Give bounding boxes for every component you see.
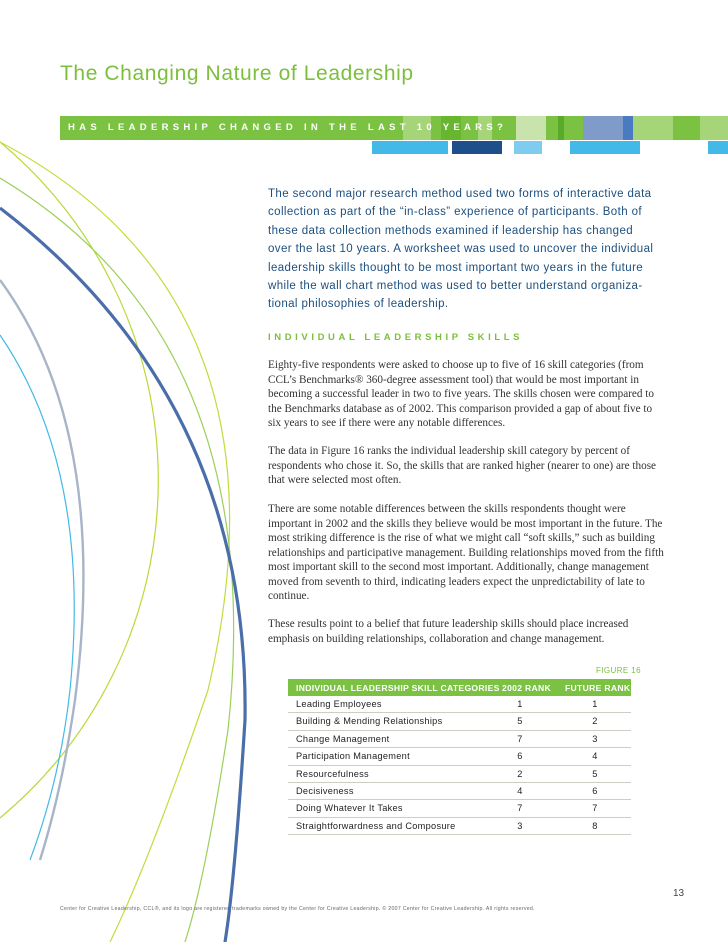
arc-green: [0, 178, 234, 942]
table-row: [288, 696, 631, 713]
row-future-rank: 7: [592, 803, 598, 814]
arc-navy: [0, 208, 245, 942]
row-future-rank: 2: [592, 716, 598, 727]
row-skill: Straightforwardness and Composure: [296, 820, 456, 831]
body-paragraph: [268, 502, 664, 604]
row-future-rank: 4: [592, 751, 598, 762]
body-paragraph: [268, 617, 664, 646]
body-paragraph: [268, 444, 664, 488]
arc-gray: [0, 280, 83, 860]
row-2002-rank: 4: [517, 785, 523, 796]
banner-lower-stripe: [514, 141, 542, 154]
row-skill: Participation Management: [296, 751, 410, 762]
banner-stripe: [583, 116, 623, 140]
row-skill: Resourcefulness: [296, 768, 369, 779]
row-2002-rank: 2: [517, 768, 523, 779]
table-row: [288, 783, 631, 800]
table-header: [288, 679, 631, 696]
footer-copyright: Center for Creative Leadership, CCL®, and its logo are registered trademarks owned by the Center for Creative Leadership. © 2007 Center for Creative Leadership. All rights reserved.: [60, 906, 535, 912]
row-2002-rank: 5: [517, 716, 523, 727]
row-2002-rank: 7: [517, 733, 523, 744]
row-future-rank: 3: [592, 733, 598, 744]
banner-stripe: [516, 116, 546, 140]
page-title: The Changing Nature of Leadership: [60, 62, 414, 85]
page-number: 13: [673, 888, 685, 899]
table-row: [288, 800, 631, 817]
section-heading: INDIVIDUAL LEADERSHIP SKILLS: [268, 332, 524, 343]
row-2002-rank: 7: [517, 803, 523, 814]
banner-stripe: [633, 116, 673, 140]
skills-table: [288, 679, 631, 835]
table-row: [288, 731, 631, 748]
row-future-rank: 1: [592, 699, 598, 709]
row-skill: Change Management: [296, 733, 390, 744]
body-paragraph: [268, 358, 664, 431]
row-skill: Building & Mending Relationships: [296, 716, 443, 727]
paragraph-1: Eighty-five respondents were asked to choose up to five of 16 skill categories (from CCL’s Benchmarks® 360-degree assessment tool) that would be most important in becoming a successful leader in two to five years. The skills chosen were compared to the Benchmarks database as of 2002. This comparison provided a gap of about five to six years to see if there were any notable differences.: [268, 359, 654, 429]
banner-lower-stripe: [372, 141, 448, 154]
banner-lower-stripe: [570, 141, 640, 154]
row-2002-rank: 6: [517, 751, 523, 762]
arc-lime-outer: [0, 142, 230, 942]
table-row: [288, 713, 631, 730]
paragraph-2: The data in Figure 16 ranks the individual leadership skill category by percent of respondents who chose it. So, the skills that are ranked higher (nearer to one) are those that were selected most often.: [268, 445, 657, 486]
table-row: [288, 818, 631, 835]
row-skill: Doing Whatever It Takes: [296, 803, 403, 814]
paragraph-3: There are some notable differences between the skills respondents thought were important in 2002 and the skills they believe would be most important in the future. The most striking difference is the rise of what we might call “soft skills,” such as building relationships and participative management. Building relationships moved from the fifth most important skill to the second most important. Additionally, change management moved from seventh to third, indicating leaders expect the unpredictability of late to continue.: [268, 503, 664, 602]
banner-lower-stripe: [452, 141, 502, 154]
header-future-rank: FUTURE RANK: [565, 683, 631, 693]
row-skill: Decisiveness: [296, 785, 354, 796]
row-skill: Leading Employees: [296, 699, 382, 709]
row-2002-rank: 1: [517, 699, 523, 709]
banner-stripe: [700, 116, 728, 140]
header-2002-rank: 2002 RANK: [502, 683, 552, 693]
header-skill: INDIVIDUAL LEADERSHIP SKILL CATEGORIES: [296, 683, 500, 693]
figure-label: FIGURE 16: [596, 666, 641, 675]
banner-stripe: [558, 116, 564, 140]
arc-lime: [0, 142, 158, 818]
arc-cyan: [0, 335, 74, 860]
section-banner: [60, 116, 728, 140]
banner-stripe: [623, 116, 633, 140]
paragraph-4: These results point to a belief that future leadership skills should place increased emphasis on building relationships, collaboration and change management.: [268, 618, 629, 645]
banner-heading: HAS LEADERSHIP CHANGED IN THE LAST 10 YEARS?: [68, 122, 508, 133]
row-2002-rank: 3: [517, 820, 523, 831]
table-row: [288, 748, 631, 765]
row-future-rank: 5: [592, 768, 598, 779]
row-future-rank: 6: [592, 785, 598, 796]
banner-lower-stripe: [708, 141, 728, 154]
lead-paragraph: The second major research method used two forms of interactive data collection as part of the “in-class” experience of participants. Both of these data collection methods examined if leadership has changed over the last 10 years. A worksheet was used to uncover the individual leadership skills thought to be most important two years in the future while the wall chart method was used to better understand organizational philosophies of leadership.: [268, 188, 654, 311]
table-row: [288, 766, 631, 783]
row-future-rank: 8: [592, 820, 598, 831]
